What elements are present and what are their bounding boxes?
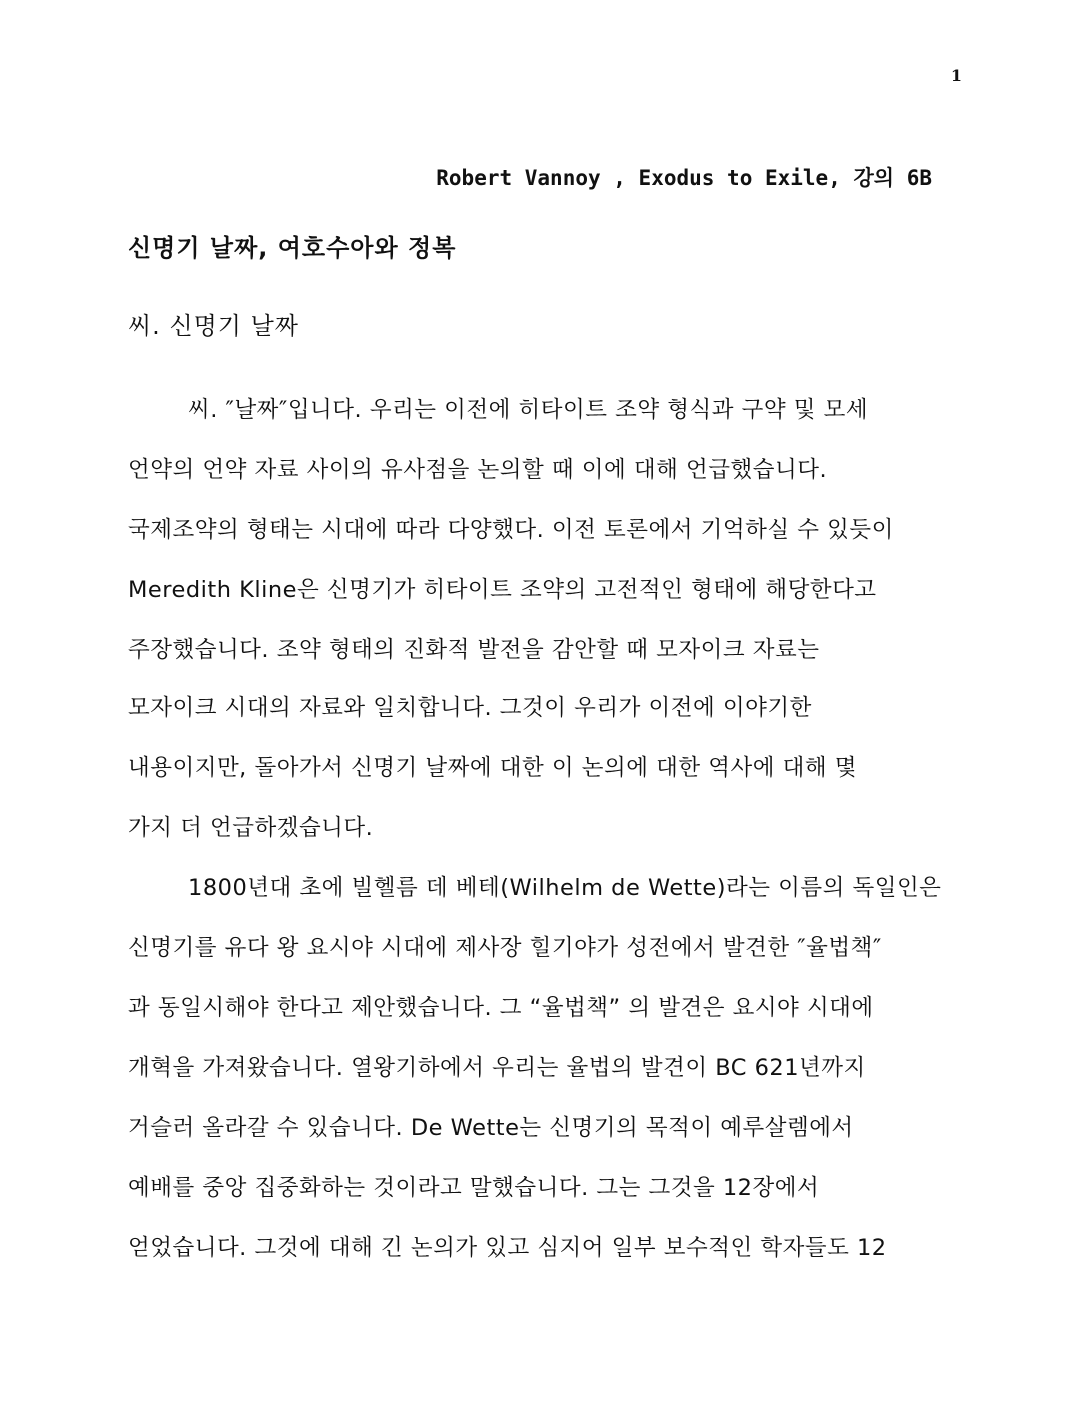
paragraph-line: 씨. ″날짜″입니다. 우리는 이전에 히타이트 조약 형식과 구약 및 모세 — [188, 397, 869, 423]
paragraph-line: Meredith Kline은 신명기가 히타이트 조약의 고전적인 형태에 해당한다고 — [128, 577, 877, 603]
paragraph-line: 1800년대 초에 빌헬름 데 베테(Wilhelm de Wette)라는 이름의 독일인은 — [188, 875, 942, 901]
paragraph-line: 국제조약의 형태는 시대에 따라 다양했다. 이전 토론에서 기억하실 수 있듯이 — [128, 517, 894, 543]
paragraph-line: 예배를 중앙 집중화하는 것이라고 말했습니다. 그는 그것을 12장에서 — [128, 1175, 820, 1201]
paragraph-line: 개혁을 가져왔습니다. 열왕기하에서 우리는 율법의 발견이 BC 621년까지 — [128, 1055, 866, 1081]
paragraph-line: 과 동일시해야 한다고 제안했습니다. 그 “율법책” 의 발견은 요시야 시대에 — [128, 995, 874, 1021]
document-title: Robert Vannoy , Exodus to Exile, 강의 6B — [436, 166, 932, 190]
paragraph-line: 거슬러 올라갈 수 있습니다. De Wette는 신명기의 목적이 예루살렘에서 — [128, 1115, 854, 1141]
section-heading: 씨. 신명기 날짜 — [128, 312, 299, 340]
paragraph-line: 신명기를 유다 왕 요시야 시대에 제사장 힐기야가 성전에서 발견한 ″율법책″ — [128, 935, 882, 961]
paragraph-line: 내용이지만, 돌아가서 신명기 날짜에 대한 이 논의에 대한 역사에 대해 몇 — [128, 755, 857, 781]
paragraph-line: 모자이크 시대의 자료와 일치합니다. 그것이 우리가 이전에 이야기한 — [128, 695, 812, 721]
document-subtitle: 신명기 날짜, 여호수아와 정복 — [128, 234, 457, 262]
page-number: 1 — [950, 66, 962, 85]
paragraph-line: 주장했습니다. 조약 형태의 진화적 발전을 감안할 때 모자이크 자료는 — [128, 637, 820, 663]
paragraph-line: 언약의 언약 자료 사이의 유사점을 논의할 때 이에 대해 언급했습니다. — [128, 457, 828, 483]
paragraph-line: 가지 더 언급하겠습니다. — [128, 815, 374, 841]
paragraph-line: 얻었습니다. 그것에 대해 긴 논의가 있고 심지어 일부 보수적인 학자들도 12 — [128, 1235, 887, 1261]
